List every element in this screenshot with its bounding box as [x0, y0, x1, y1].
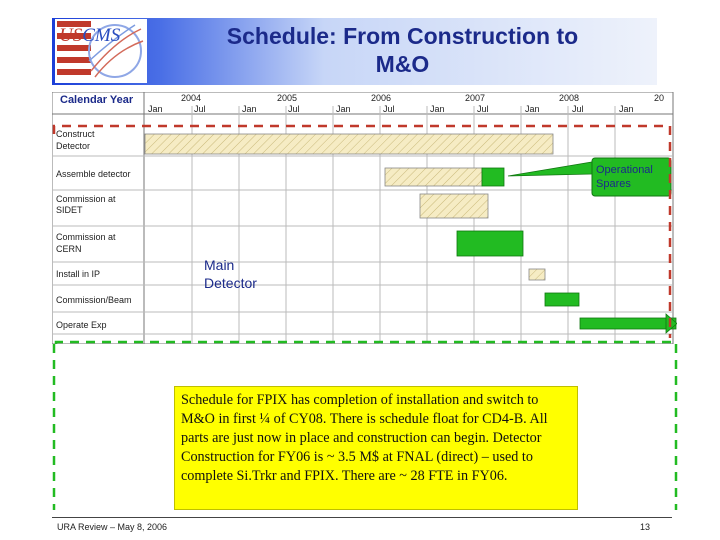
task-label: Commission/Beam: [56, 295, 132, 305]
month-label: Jul: [383, 104, 395, 114]
commission-cern-bar: [457, 231, 523, 256]
task-label: Detector: [56, 141, 91, 151]
year-label: 2007: [465, 93, 486, 103]
task-label: Commission at: [56, 194, 116, 204]
month-label: Jul: [477, 104, 489, 114]
chart-frame: [52, 92, 673, 344]
year-label: 20: [654, 93, 665, 103]
callout-line-2: Spares: [596, 178, 631, 190]
operational-spares-text: [596, 163, 653, 191]
logo-text-us: US: [59, 25, 83, 46]
logo-text: [59, 25, 120, 47]
calendar-year-label: Calendar Year: [60, 94, 134, 106]
commission-beam-bar: [545, 293, 579, 306]
gantt-chart: [52, 92, 677, 344]
title-line-2: M&O: [375, 51, 430, 77]
task-label: Assemble detector: [56, 169, 131, 179]
month-label: Jan: [619, 104, 634, 114]
footer-rule: [52, 517, 672, 518]
assemble-detector-bar: [385, 168, 482, 186]
operate-exp-bar: [580, 318, 676, 329]
uscms-logo: [55, 19, 147, 83]
task-label: Construct: [56, 129, 95, 139]
year-label: 2006: [371, 93, 392, 103]
month-label: Jul: [572, 104, 584, 114]
task-label: Commission at: [56, 232, 116, 242]
month-label: Jan: [525, 104, 540, 114]
month-label: Jul: [194, 104, 206, 114]
main-label-line-2: Detector: [204, 275, 257, 291]
schedule-note: Schedule for FPIX has completion of installation and switch to M&O in first ¼ of CY08. There is schedule float for CD4-B. All parts are just now in place and construction can begin. Detector Construction for FY06 is ~ 3.5 M$ at FNAL (direct) – used to complete Si.Trkr and FPIX. There are ~ 28 FTE in FY06.: [174, 386, 578, 510]
assemble-spares-bar: [482, 168, 504, 186]
task-label: CERN: [56, 244, 82, 254]
task-label: Install in IP: [56, 269, 101, 279]
year-label: 2005: [277, 93, 298, 103]
month-label: Jan: [336, 104, 351, 114]
month-label: Jan: [242, 104, 257, 114]
construct-detector-bar: [145, 134, 553, 154]
month-label: Jan: [148, 104, 163, 114]
month-label: Jan: [430, 104, 445, 114]
main-label-line-1: Main: [204, 257, 235, 273]
year-label: 2008: [559, 93, 580, 103]
footer-text: URA Review – May 8, 2006: [57, 522, 168, 532]
year-label: 2004: [181, 93, 202, 103]
month-label: Jul: [288, 104, 300, 114]
commission-sidet-bar: [420, 194, 488, 218]
slide-title: [150, 22, 655, 78]
logo-text-cms: CMS: [82, 25, 121, 46]
page-number: 13: [640, 522, 651, 532]
install-ip-bar: [529, 269, 545, 280]
task-label: Operate Exp: [56, 320, 107, 330]
callout-line-1: Operational: [596, 164, 653, 176]
title-line-1: Schedule: From Construction to: [226, 23, 579, 49]
task-label: SIDET: [56, 205, 83, 215]
main-detector-label: [204, 256, 257, 292]
